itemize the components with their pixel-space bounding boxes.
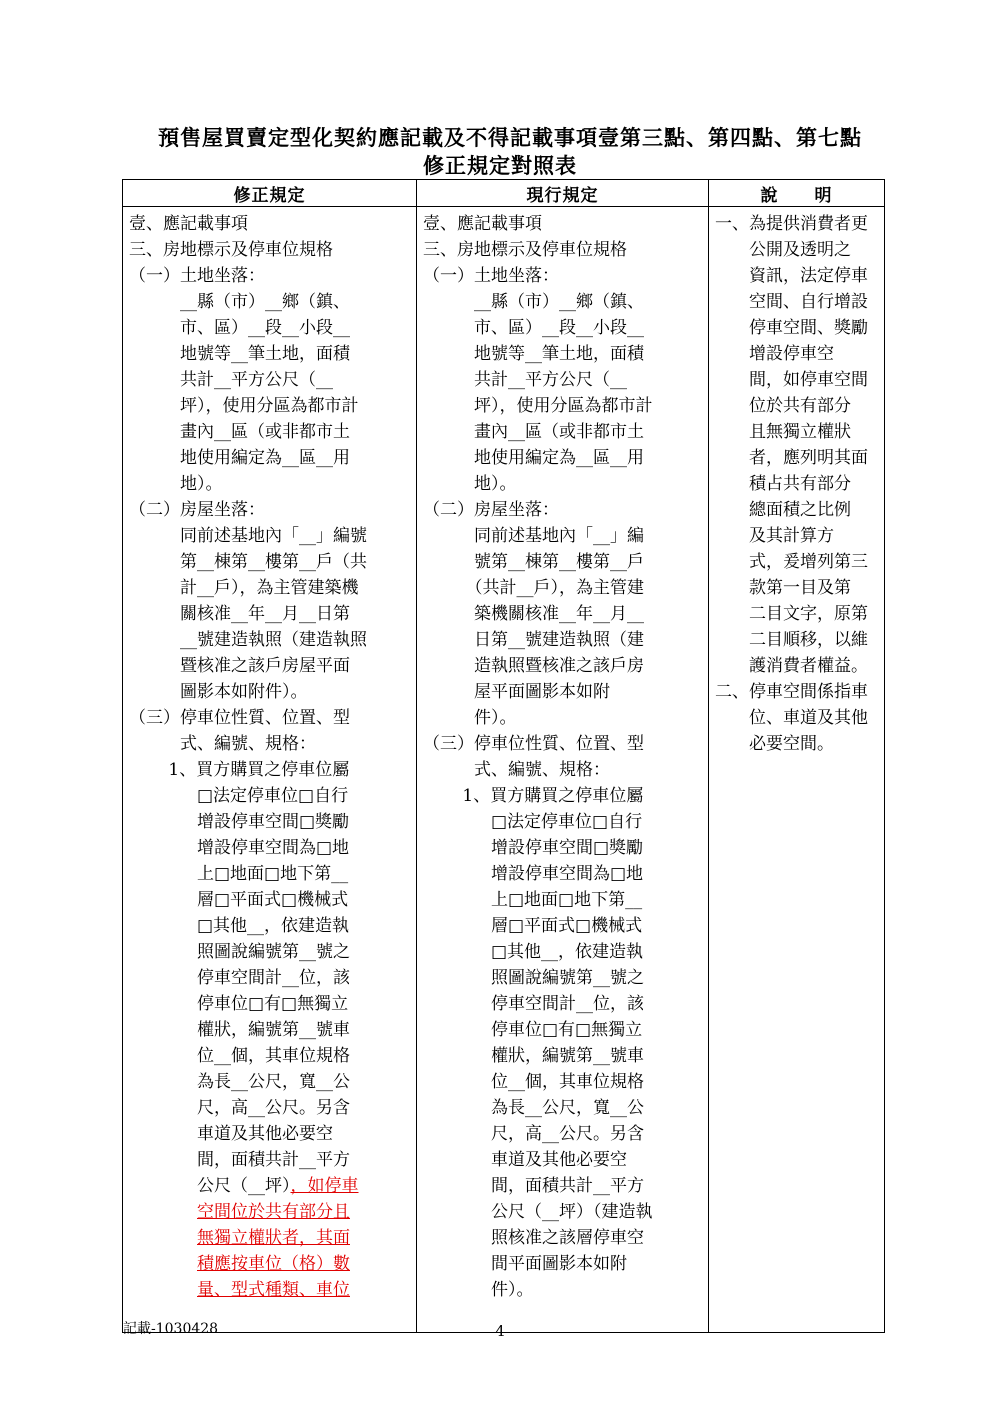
- amended-line: （二）房屋坐落：: [129, 500, 265, 520]
- explanation-line: 式，爰增列第三: [715, 552, 868, 572]
- current-line: 號第__棟第__樓第__戶: [423, 552, 644, 572]
- explanation-line: 護消費者權益。: [715, 656, 868, 676]
- current-line: 間，面積共計__平方: [423, 1176, 644, 1196]
- current-line: 車道及其他必要空: [423, 1150, 627, 1170]
- document-title-line-2: 修正規定對照表: [423, 153, 577, 178]
- amended-line: 照圖說編號第__號之: [129, 942, 350, 962]
- current-line: 權狀，編號第__號車: [423, 1046, 644, 1066]
- current-line: 尺，高__公尺。另含: [423, 1124, 644, 1144]
- amended-line: 權狀，編號第__號車: [129, 1020, 350, 1040]
- current-line: 件）。: [423, 708, 517, 728]
- explanation-line: 款第一目及第: [715, 578, 851, 598]
- explanation-line: 資訊，法定停車: [715, 266, 868, 286]
- amended-line: 地使用編定為__區__用: [129, 448, 350, 468]
- current-line: （一）土地坐落：: [423, 266, 559, 286]
- current-line: 地使用編定為__區__用: [423, 448, 644, 468]
- amended-line: □其他__，依建造執: [129, 916, 350, 936]
- footer-code: 記載-1030428: [123, 1321, 219, 1337]
- amended-line: 地）。: [129, 474, 223, 494]
- current-line: 層□平面式□機械式: [423, 916, 643, 936]
- amended-line: 共計__平方公尺（__: [129, 370, 333, 390]
- amended-line: 暨核准之該戶房屋平面: [129, 656, 350, 676]
- amended-line: [129, 1173, 412, 1199]
- current-line: 地號等__筆土地，面積: [423, 344, 644, 364]
- comparison-table: [122, 179, 885, 1333]
- amended-line: 層□平面式□機械式: [129, 890, 349, 910]
- amended-line: 增設停車空間為□地: [129, 838, 350, 858]
- header-explanation: 說 明: [709, 180, 885, 207]
- amended-line: （三）停車位性質、位置、型: [129, 708, 350, 728]
- explanation-column: [709, 207, 885, 1333]
- amended-line: 停車空間計__位，該: [129, 968, 350, 988]
- current-line: 停車空間計__位，該: [423, 994, 644, 1014]
- current-line: 築機關核准__年__月__: [423, 604, 644, 624]
- amended-added-line: 量、型式種類、車位: [197, 1280, 350, 1300]
- current-line: 共計__平方公尺（__: [423, 370, 627, 390]
- explanation-line: 二目順移，以維: [715, 630, 868, 650]
- table-body-row: [123, 207, 885, 1333]
- explanation-line: 二目文字，原第: [715, 604, 868, 624]
- current-line: 間平面圖影本如附: [423, 1254, 627, 1274]
- page-number: 4: [495, 1322, 505, 1340]
- amended-added-text: ，如停車: [290, 1176, 359, 1196]
- current-line: 增設停車空間□獎勵: [423, 838, 644, 858]
- current-line: □法定停車位□自行: [423, 812, 643, 832]
- current-line: 畫內__區（或非都市土: [423, 422, 644, 442]
- amended-line: 尺，高__公尺。另含: [129, 1098, 350, 1118]
- amended-line: 第__棟第__樓第__戶（共: [129, 552, 367, 572]
- current-line: 上□地面□地下第__: [423, 890, 643, 910]
- current-line: 1、買方購買之停車位屬: [423, 786, 644, 806]
- amended-line: （一）土地坐落：: [129, 266, 265, 286]
- explanation-line: 位、車道及其他: [715, 708, 868, 728]
- current-line: 增設停車空間為□地: [423, 864, 644, 884]
- current-line: 公尺（__坪）（建造執: [423, 1202, 653, 1222]
- amended-line: __縣（市）__鄉（鎮、: [129, 292, 350, 312]
- current-column: [417, 207, 709, 1333]
- explanation-line: 空間、自行增設: [715, 292, 868, 312]
- amended-column: [123, 207, 417, 1333]
- amended-line: 市、區）__段__小段__: [129, 318, 350, 338]
- current-line: （二）房屋坐落：: [423, 500, 559, 520]
- table-header-row: [123, 180, 885, 207]
- amended-line: 圖影本如附件）。: [129, 682, 308, 702]
- amended-line: □法定停車位□自行: [129, 786, 349, 806]
- explanation-line: 一、為提供消費者更: [715, 214, 868, 234]
- current-line: 位__個，其車位規格: [423, 1072, 644, 1092]
- amended-line: 計__戶），為主管建築機: [129, 578, 359, 598]
- amended-line: 坪），使用分區為都市計: [129, 396, 359, 416]
- explanation-line: 間，如停車空間: [715, 370, 868, 390]
- current-line: 坪），使用分區為都市計: [423, 396, 653, 416]
- amended-line: __號建造執照（建造執照: [129, 630, 367, 650]
- explanation-line: 位於共有部分: [715, 396, 851, 416]
- current-line: 件）。: [423, 1280, 534, 1300]
- amended-line: 增設停車空間□獎勵: [129, 812, 350, 832]
- current-line: 照圖說編號第__號之: [423, 968, 644, 988]
- header-amended: 修正規定: [123, 180, 417, 207]
- amended-line: 關核准__年__月__日第: [129, 604, 350, 624]
- explanation-line: 且無獨立權狀: [715, 422, 851, 442]
- current-line: 造執照暨核准之該戶房: [423, 656, 644, 676]
- explanation-text: [709, 207, 884, 757]
- current-line: 式、編號、規格：: [423, 760, 610, 780]
- amended-added-line: 積應按車位（格）數: [197, 1254, 350, 1274]
- amended-line: 同前述基地內「__」編號: [129, 526, 367, 546]
- current-line: 壹、應記載事項: [423, 214, 542, 234]
- amended-line: 停車位□有□無獨立: [129, 994, 349, 1014]
- document-title-line-1: 預售屋買賣定型化契約應記載及不得記載事項壹第三點、第四點、第七點: [158, 125, 862, 150]
- amended-line: 上□地面□地下第__: [129, 864, 349, 884]
- amended-line: 1、買方購買之停車位屬: [129, 760, 350, 780]
- explanation-line: 增設停車空: [715, 344, 834, 364]
- explanation-line: 總面積之比例: [715, 500, 851, 520]
- current-line: 停車位□有□無獨立: [423, 1020, 643, 1040]
- header-current: 現行規定: [417, 180, 709, 207]
- explanation-line: 必要空間。: [715, 734, 834, 754]
- current-line: 市、區）__段__小段__: [423, 318, 644, 338]
- current-line: 照核准之該層停車空: [423, 1228, 644, 1248]
- explanation-line: 公開及透明之: [715, 240, 851, 260]
- current-line: 同前述基地內「__」編: [423, 526, 644, 546]
- amended-line: 位__個，其車位規格: [129, 1046, 350, 1066]
- explanation-line: 積占共有部分: [715, 474, 851, 494]
- current-line: 為長__公尺，寬__公: [423, 1098, 644, 1118]
- explanation-line: 者，應列明其面: [715, 448, 868, 468]
- amended-line: 式、編號、規格：: [129, 734, 316, 754]
- amended-line-text: 公尺（__坪）: [129, 1176, 291, 1196]
- amended-line: 間，面積共計__平方: [129, 1150, 350, 1170]
- current-line: 三、房地標示及停車位規格: [423, 240, 627, 260]
- current-line: （共計__戶），為主管建: [423, 578, 644, 598]
- explanation-line: 停車空間、獎勵: [715, 318, 868, 338]
- amended-line: 為長__公尺，寬__公: [129, 1072, 350, 1092]
- current-line: 地）。: [423, 474, 517, 494]
- current-text: [417, 207, 708, 1303]
- current-line: 日第__號建造執照（建: [423, 630, 644, 650]
- amended-added-line: 無獨立權狀者，其面: [197, 1228, 350, 1248]
- current-line: __縣（市）__鄉（鎮、: [423, 292, 644, 312]
- amended-line: 車道及其他必要空: [129, 1124, 333, 1144]
- amended-line: 壹、應記載事項: [129, 214, 248, 234]
- amended-line: 地號等__筆土地，面積: [129, 344, 350, 364]
- explanation-line: 二、停車空間係指車: [715, 682, 868, 702]
- explanation-line: 及其計算方: [715, 526, 834, 546]
- current-line: （三）停車位性質、位置、型: [423, 734, 644, 754]
- current-line: 屋平面圖影本如附: [423, 682, 610, 702]
- amended-line: 三、房地標示及停車位規格: [129, 240, 333, 260]
- current-line: □其他__，依建造執: [423, 942, 644, 962]
- amended-added-line: 空間位於共有部分且: [197, 1202, 350, 1222]
- amended-line: 畫內__區（或非都市土: [129, 422, 350, 442]
- amended-text: [123, 207, 416, 1303]
